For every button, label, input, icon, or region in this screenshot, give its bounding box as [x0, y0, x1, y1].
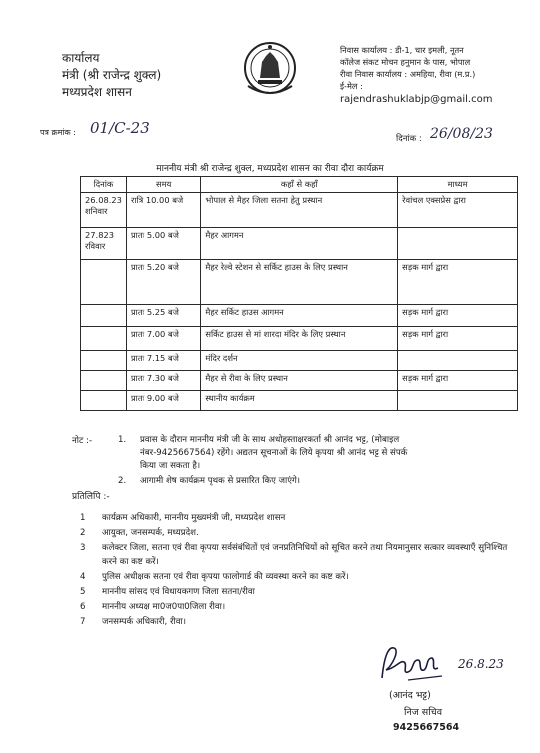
cell-date: 27.823 रविवार [81, 228, 127, 260]
address-line: रीवा निवास कार्यालय : अमहिया, रीवा (म.प्र.) [340, 69, 476, 79]
list-item-number: 6 [80, 602, 86, 613]
list-item [80, 616, 520, 629]
cell-time: प्रातः 7.00 बजे [126, 327, 200, 351]
table-row [81, 351, 518, 371]
note-text [140, 434, 525, 473]
office-header [62, 50, 161, 101]
list-item-text: माननीय अध्यक्ष मा0ज0पा0जिला रीवा। [102, 602, 226, 613]
state-emblem-icon [242, 38, 298, 100]
list-item-text: कलेक्टर जिला, सतना एवं रीवा कृपया सर्वसंबंधितों एवं जनप्रतिनिधियों को सूचित करने तथा नियमानुसार सत्कार व्यवस्थाएँ सुनिश्चित करने का कष्ट करें। [102, 543, 508, 567]
table-row [81, 371, 518, 391]
note-number: 2. [118, 476, 127, 486]
cell-route: मैहर से रीवा के लिए प्रस्थान [201, 371, 398, 391]
col-header-route: कहाँ से कहाँ [201, 177, 398, 193]
list-item-text: पुलिस अधीक्षक सतना एवं रीवा कृपया फालोगार्ड की व्यवस्था करने का कष्ट करें। [102, 571, 349, 582]
address-line: निवास कार्यालय : डी-1, चार इमली, नूतन [340, 45, 464, 55]
handwritten-signature [378, 638, 528, 688]
list-item [80, 542, 520, 568]
cell-route: मैहर सर्किट हाउस आगमन [201, 305, 398, 327]
table-row [81, 391, 518, 411]
list-item [80, 601, 520, 614]
list-item-text: कार्यक्रम अधिकारी, माननीय मुख्यमंत्री जी, मध्यप्रदेश शासन [102, 513, 286, 523]
address-line: कॉलेज संकट मोचन हनुमान के पास, भोपाल [340, 57, 471, 67]
cell-date [81, 305, 127, 327]
cell-route: मंदिर दर्शन [201, 351, 398, 371]
list-item [80, 527, 520, 540]
cell-route: मैहर आगमन [201, 228, 398, 260]
cell-route: स्थानीय कार्यक्रम [201, 391, 398, 411]
cell-date [81, 391, 127, 411]
cell-time: प्रातः 7.15 बजे [126, 351, 200, 371]
cell-time: प्रातः 5.00 बजे [126, 228, 200, 260]
cell-date [81, 351, 127, 371]
cell-mode: रेवांचल एक्सप्रेस द्वारा [398, 193, 518, 228]
cell-date [81, 371, 127, 391]
list-item-number: 2 [80, 528, 86, 539]
cell-mode: सड़क मार्ग द्वारा [398, 371, 518, 391]
table-header-row [81, 177, 518, 193]
note-line: किया जा सकता है। [140, 461, 201, 471]
signatory-role: निज सचिव [404, 707, 442, 718]
list-item-number: 3 [80, 543, 86, 554]
signatory-name: (आनंद भट्ट) [389, 690, 431, 701]
note-line: प्रवास के दौरान माननीय मंत्री जी के साथ अधोहस्ताक्षरकर्ता श्री आनंद भट्ट, (मोबाइल [140, 435, 400, 445]
note-number: 1. [118, 435, 127, 445]
cell-date: 26.08.23 शनिवार [81, 193, 127, 228]
svg-text:26.8.23: 26.8.23 [458, 657, 504, 671]
table-row [81, 327, 518, 351]
cell-time: प्रातः 9.00 बजे [126, 391, 200, 411]
list-item-number: 7 [80, 617, 86, 628]
cell-mode: सड़क मार्ग द्वारा [398, 260, 518, 305]
cell-date [81, 327, 127, 351]
letter-number-label: पत्र क्रमांक : [40, 128, 76, 137]
list-item [80, 571, 520, 584]
office-line: मध्यप्रदेश शासन [62, 85, 132, 99]
cell-mode: सड़क मार्ग द्वारा [398, 327, 518, 351]
list-item-text: आयुक्त, जनसम्पर्क, मध्यप्रदेश. [102, 528, 199, 539]
cell-route: सर्किट हाउस से मां शारदा मंदिर के लिए प्रस्थान [201, 327, 398, 351]
document-title: माननीय मंत्री श्री राजेन्द्र शुक्ल, मध्यप्रदेश शासन का रीवा दौरा कार्यक्रम [156, 164, 384, 174]
list-item [80, 512, 520, 525]
residence-address [340, 44, 525, 106]
list-item-number: 4 [80, 571, 86, 582]
cell-mode [398, 351, 518, 371]
copy-to-list [80, 512, 520, 632]
office-line: मंत्री (श्री राजेन्द्र शुक्ल) [62, 68, 162, 82]
cell-route: मैहर रेल्वे स्टेशन से सर्किट हाउस के लिए प्रस्थान [201, 260, 398, 305]
list-item-text: जनसम्पर्क अधिकारी, रीवा। [102, 617, 187, 628]
col-header-date: दिनांक [81, 177, 127, 193]
cell-time: प्रातः 5.20 बजे [126, 260, 200, 305]
list-item-text: माननीय सांसद एवं विधायकगण जिला सतना/रीवा [102, 587, 255, 598]
table-row [81, 305, 518, 327]
cell-time: रात्रि 10.00 बजे [126, 193, 200, 228]
col-header-time: समय [126, 177, 200, 193]
table-row [81, 193, 518, 228]
email-label: ई-मेल : [340, 81, 363, 91]
list-item-number: 5 [80, 587, 86, 598]
signatory-phone: 9425667564 [393, 722, 460, 733]
letter-number-value: 01/C-23 [90, 119, 150, 137]
note-label: नोट :- [72, 436, 93, 446]
cell-mode: सड़क मार्ग द्वारा [398, 305, 518, 327]
col-header-mode: माध्यम [398, 177, 518, 193]
schedule-table [80, 176, 518, 411]
office-line: कार्यालय [62, 51, 100, 65]
list-item-number: 1 [80, 513, 86, 523]
date-value: 26/08/23 [430, 126, 493, 142]
cell-time: प्रातः 7.30 बजे [126, 371, 200, 391]
table-row [81, 228, 518, 260]
date-label: दिनांक : [396, 134, 422, 144]
table-row [81, 260, 518, 305]
note-text: आगामी शेष कार्यक्रम पृथक से प्रसारित किए जाएंगे। [140, 476, 301, 486]
copy-to-label: प्रतिलिपि :- [72, 492, 110, 502]
cell-mode [398, 391, 518, 411]
cell-date [81, 260, 127, 305]
cell-mode [398, 228, 518, 260]
cell-time: प्रातः 5.25 बजे [126, 305, 200, 327]
cell-route: भोपाल से मैहर जिला सतना हेतु प्रस्थान [201, 193, 398, 228]
note-line: नंबर-9425667564) रहेंगे। अद्यतन सूचनाओं के लिये कृपया श्री आनंद भट्ट से संपर्क [140, 448, 408, 458]
list-item [80, 586, 520, 599]
email-address: rajendrashuklabjp@gmail.com [340, 94, 493, 105]
